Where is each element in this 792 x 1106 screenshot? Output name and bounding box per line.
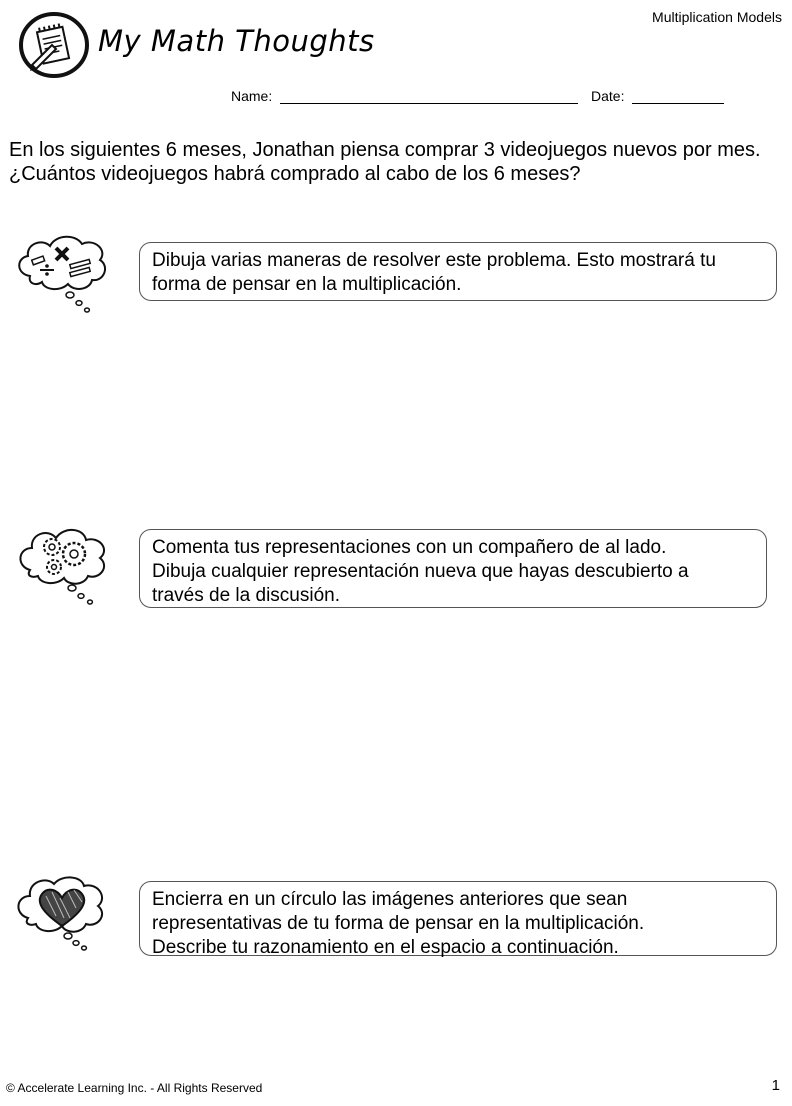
name-label: Name: <box>231 88 273 104</box>
footer-copyright: © Accelerate Learning Inc. - All Rights Reserved <box>6 1081 263 1095</box>
prompt-line: Comenta tus representaciones con un compañero de al lado. <box>152 537 667 558</box>
prompt-line: forma de pensar en la multiplicación. <box>152 274 462 295</box>
prompt-box-circle-images <box>139 881 777 956</box>
prompt-line: través de la discusión. <box>152 585 340 606</box>
prompt-box-discuss <box>139 529 767 608</box>
problem-line: En los siguientes 6 meses, Jonathan piensa comprar 3 videojuegos nuevos por mes. <box>9 139 761 161</box>
problem-line: ¿Cuántos videojuegos habrá comprado al cabo de los 6 meses? <box>9 163 581 185</box>
page-number: 1 <box>771 1077 780 1094</box>
date-input-line[interactable] <box>632 103 724 104</box>
name-input-line[interactable] <box>280 103 578 104</box>
heart-thought-icon <box>12 868 112 958</box>
date-label: Date: <box>591 88 625 104</box>
prompt-line: representativas de tu forma de pensar en la multiplicación. <box>152 913 645 934</box>
prompt-line: Describe tu razonamiento en el espacio a continuación. <box>152 937 619 958</box>
problem-statement <box>9 138 787 186</box>
brand-title: My Math Thoughts <box>98 24 375 58</box>
math-symbols-thought-icon <box>12 228 112 318</box>
notepad-logo-icon <box>18 11 90 79</box>
prompt-line: Encierra en un círculo las imágenes anteriores que sean <box>152 889 628 910</box>
gears-thought-icon <box>14 520 114 610</box>
prompt-box-draw-ways <box>139 242 777 301</box>
worksheet-label: Multiplication Models <box>652 9 782 25</box>
prompt-line: Dibuja cualquier representación nueva que hayas descubierto a <box>152 561 689 582</box>
prompt-line: Dibuja varias maneras de resolver este problema. Esto mostrará tu <box>152 250 716 271</box>
